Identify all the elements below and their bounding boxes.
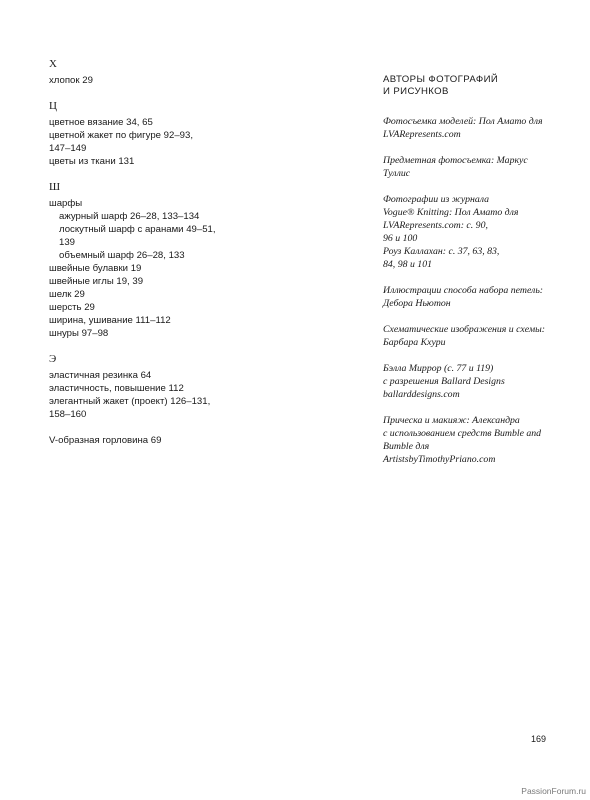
credit-line: 96 и 100 bbox=[383, 233, 418, 244]
credit-block bbox=[383, 414, 563, 466]
entry-line: шелк 29 bbox=[49, 289, 85, 300]
credit-block bbox=[383, 284, 563, 310]
index-entry bbox=[49, 197, 279, 210]
entry-line: цветы из ткани 131 bbox=[49, 156, 135, 167]
photo-credits bbox=[383, 74, 563, 479]
entry-line: лоскутный шарф с аранами 49–51, bbox=[59, 224, 216, 235]
credit-line: Фотографии из журнала bbox=[383, 194, 490, 205]
entry-line: цветной жакет по фигуре 92–93, bbox=[49, 130, 194, 141]
index-subentry bbox=[49, 210, 279, 223]
entry-line: объемный шарф 26–28, 133 bbox=[59, 250, 185, 261]
credit-line: Фотосъемка моделей: Пол Амато для bbox=[383, 116, 543, 127]
section-letter: Ш bbox=[49, 181, 61, 193]
credit-line: Роуз Каллахан: с. 37, 63, 83, bbox=[383, 246, 500, 257]
credit-line: с разрешения Ballard Designs bbox=[383, 376, 505, 387]
index-section bbox=[49, 434, 279, 447]
credit-line: Предметная фотосъемка: Маркус bbox=[383, 155, 528, 166]
entry-line: 158–160 bbox=[49, 409, 87, 420]
index-section bbox=[49, 181, 279, 340]
index-entry bbox=[49, 155, 279, 168]
index-section bbox=[49, 353, 279, 421]
entry-line: шерсть 29 bbox=[49, 302, 95, 313]
index-subentry bbox=[49, 223, 279, 249]
credit-line: Туллис bbox=[383, 168, 411, 179]
credit-line: Иллюстрации способа набора петель: bbox=[383, 285, 544, 296]
credit-line: Прическа и макияж: Александра bbox=[383, 415, 520, 426]
entry-line: хлопок 29 bbox=[49, 75, 93, 86]
index-entry bbox=[49, 327, 279, 340]
index-entry bbox=[49, 275, 279, 288]
entry-line: швейные иглы 19, 39 bbox=[49, 276, 144, 287]
credits-heading-line: АВТОРЫ ФОТОГРАФИЙ bbox=[383, 74, 499, 85]
credit-line: ArtistsbyTimothyPriano.com bbox=[383, 454, 496, 465]
watermark: PassionForum.ru bbox=[521, 786, 586, 796]
section-letter: Ц bbox=[49, 100, 57, 112]
entry-line: ажурный шарф 26–28, 133–134 bbox=[59, 211, 200, 222]
credit-block bbox=[383, 115, 563, 141]
index-entry bbox=[49, 288, 279, 301]
entry-line: ширина, ушивание 111–112 bbox=[49, 315, 171, 326]
index-entry bbox=[49, 382, 279, 395]
credit-line: LVARepresents.com bbox=[383, 129, 461, 140]
index-section bbox=[49, 100, 279, 168]
credit-line: ballarddesigns.com bbox=[383, 389, 460, 400]
credit-line: Схематические изображения и схемы: bbox=[383, 324, 545, 335]
entry-line: шнуры 97–98 bbox=[49, 328, 109, 339]
index-entry bbox=[49, 434, 279, 447]
entry-line: V-образная горловина 69 bbox=[49, 435, 162, 446]
index-entry bbox=[49, 369, 279, 382]
credit-line: Бэлла Миррор (с. 77 и 119) bbox=[383, 363, 494, 374]
section-letter: Э bbox=[49, 353, 57, 365]
credit-line: Дебора Ньютон bbox=[383, 298, 451, 309]
section-letter: Х bbox=[49, 58, 57, 70]
credit-line: Барбара Кхури bbox=[383, 337, 446, 348]
credit-line: LVARepresents.com: с. 90, bbox=[383, 220, 488, 231]
index-entry bbox=[49, 262, 279, 275]
entry-line: эластичность, повышение 112 bbox=[49, 383, 184, 394]
credits-heading-line: И РИСУНКОВ bbox=[383, 86, 449, 97]
index-column bbox=[49, 58, 279, 460]
index-entry bbox=[49, 301, 279, 314]
page-number: 169 bbox=[531, 734, 547, 744]
index-entry bbox=[49, 395, 279, 421]
index-entry bbox=[49, 129, 279, 155]
entry-line: 147–149 bbox=[49, 143, 87, 154]
entry-line: эластичная резинка 64 bbox=[49, 370, 152, 381]
credits-heading bbox=[383, 74, 563, 98]
index-section bbox=[49, 58, 279, 87]
credit-block bbox=[383, 323, 563, 349]
entry-line: 139 bbox=[59, 237, 76, 248]
credit-line: Bumble для bbox=[383, 441, 430, 452]
credit-line: с использованием средств Bumble and bbox=[383, 428, 542, 439]
index-entry bbox=[49, 116, 279, 129]
index-entry bbox=[49, 74, 279, 87]
entry-line: цветное вязание 34, 65 bbox=[49, 117, 153, 128]
index-entry bbox=[49, 314, 279, 327]
entry-line: элегантный жакет (проект) 126–131, bbox=[49, 396, 211, 407]
credit-block bbox=[383, 193, 563, 271]
entry-line: швейные булавки 19 bbox=[49, 263, 142, 274]
credit-block bbox=[383, 154, 563, 180]
index-subentry bbox=[49, 249, 279, 262]
credit-line: Vogue® Knitting: Пол Амато для bbox=[383, 207, 519, 218]
credit-blocks bbox=[383, 115, 563, 466]
entry-line: шарфы bbox=[49, 198, 83, 209]
credit-line: 84, 98 и 101 bbox=[383, 259, 432, 270]
credit-block bbox=[383, 362, 563, 401]
